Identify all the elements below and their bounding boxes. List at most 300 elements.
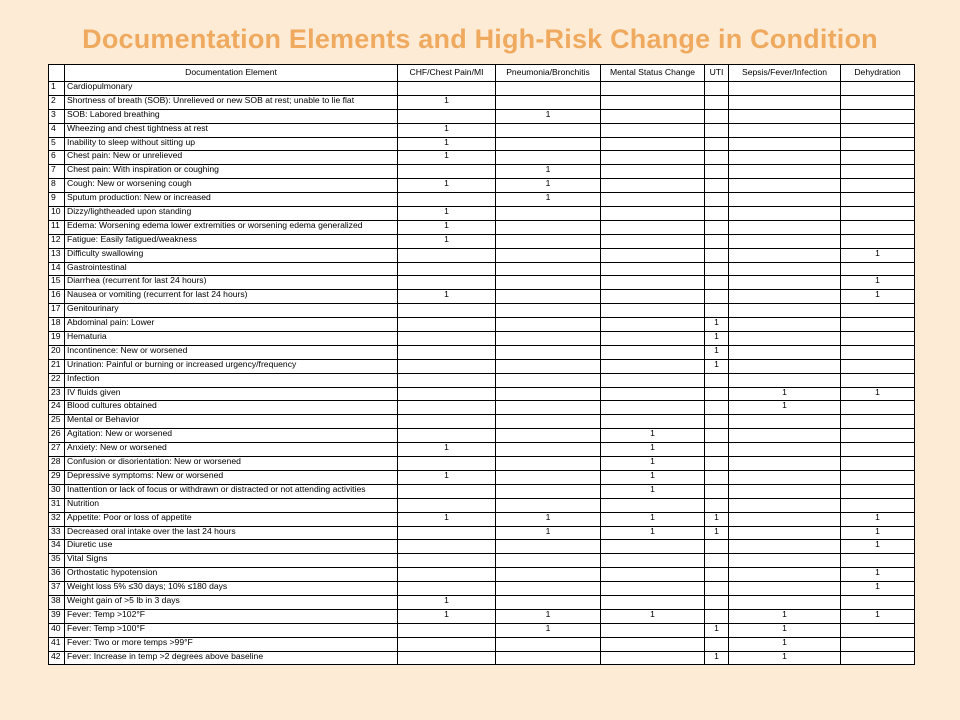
mental-status-value: 1 [601, 484, 705, 498]
mental-status-value [601, 554, 705, 568]
row-number: 4 [49, 123, 65, 137]
pneumonia-value [496, 345, 601, 359]
mental-status-value [601, 248, 705, 262]
dehydration-value [841, 109, 915, 123]
dehydration-value [841, 179, 915, 193]
pneumonia-value [496, 248, 601, 262]
pneumonia-value [496, 540, 601, 554]
pneumonia-value [496, 151, 601, 165]
sepsis-value [729, 220, 841, 234]
uti-value [705, 470, 729, 484]
uti-value [705, 290, 729, 304]
mental-status-value [601, 540, 705, 554]
uti-value [705, 429, 729, 443]
dehydration-value [841, 137, 915, 151]
mental-status-value [601, 595, 705, 609]
uti-value [705, 262, 729, 276]
sepsis-value [729, 276, 841, 290]
dehydration-value: 1 [841, 540, 915, 554]
row-number: 29 [49, 470, 65, 484]
chf-value [398, 345, 496, 359]
row-number: 23 [49, 387, 65, 401]
table-row [49, 443, 915, 457]
row-number: 9 [49, 193, 65, 207]
uti-value [705, 95, 729, 109]
mental-status-value: 1 [601, 512, 705, 526]
table-row [49, 512, 915, 526]
mental-status-value [601, 137, 705, 151]
sepsis-value: 1 [729, 637, 841, 651]
element-label: Cough: New or worsening cough [65, 179, 398, 193]
mental-status-value: 1 [601, 609, 705, 623]
table-row [49, 345, 915, 359]
row-number: 38 [49, 595, 65, 609]
uti-value [705, 401, 729, 415]
chf-value [398, 540, 496, 554]
table-row [49, 373, 915, 387]
sepsis-value: 1 [729, 387, 841, 401]
chf-value [398, 401, 496, 415]
mental-status-value [601, 498, 705, 512]
table-row [49, 609, 915, 623]
element-label: Cardiopulmonary [65, 82, 398, 96]
mental-status-value [601, 207, 705, 221]
table-row [49, 332, 915, 346]
sepsis-value [729, 345, 841, 359]
table-row [49, 248, 915, 262]
mental-status-value [601, 109, 705, 123]
pneumonia-value: 1 [496, 165, 601, 179]
mental-status-value [601, 623, 705, 637]
table-row [49, 470, 915, 484]
row-number: 1 [49, 82, 65, 96]
dehydration-value [841, 207, 915, 221]
uti-value: 1 [705, 332, 729, 346]
chf-value: 1 [398, 123, 496, 137]
chf-value: 1 [398, 470, 496, 484]
element-label: Infection [65, 373, 398, 387]
pneumonia-value [496, 387, 601, 401]
row-number: 18 [49, 318, 65, 332]
chf-value [398, 332, 496, 346]
table-row [49, 401, 915, 415]
row-number: 11 [49, 220, 65, 234]
row-number: 37 [49, 582, 65, 596]
element-label: Blood cultures obtained [65, 401, 398, 415]
sepsis-value [729, 540, 841, 554]
element-label: Fever: Two or more temps >99°F [65, 637, 398, 651]
pneumonia-value [496, 137, 601, 151]
uti-value [705, 82, 729, 96]
table-row [49, 123, 915, 137]
uti-value [705, 540, 729, 554]
uti-value: 1 [705, 359, 729, 373]
element-label: Hematuria [65, 332, 398, 346]
sepsis-value [729, 443, 841, 457]
dehydration-value [841, 234, 915, 248]
mental-status-value: 1 [601, 457, 705, 471]
dehydration-value: 1 [841, 609, 915, 623]
chf-value [398, 359, 496, 373]
mental-status-value [601, 318, 705, 332]
row-number: 5 [49, 137, 65, 151]
element-label: Diarrhea (recurrent for last 24 hours) [65, 276, 398, 290]
table-row [49, 359, 915, 373]
dehydration-value [841, 123, 915, 137]
pneumonia-value: 1 [496, 609, 601, 623]
sepsis-value: 1 [729, 609, 841, 623]
uti-value: 1 [705, 345, 729, 359]
sepsis-value [729, 318, 841, 332]
table-row [49, 540, 915, 554]
row-number: 14 [49, 262, 65, 276]
mental-status-value: 1 [601, 443, 705, 457]
table-row [49, 623, 915, 637]
element-label: IV fluids given [65, 387, 398, 401]
element-label: Agitation: New or worsened [65, 429, 398, 443]
uti-value [705, 165, 729, 179]
uti-value [705, 415, 729, 429]
pneumonia-value [496, 290, 601, 304]
pneumonia-value [496, 276, 601, 290]
dehydration-value [841, 345, 915, 359]
row-number: 2 [49, 95, 65, 109]
chf-value [398, 82, 496, 96]
pneumonia-value [496, 651, 601, 665]
dehydration-value [841, 332, 915, 346]
dehydration-value [841, 220, 915, 234]
chf-value [398, 582, 496, 596]
pneumonia-value: 1 [496, 512, 601, 526]
chf-value [398, 651, 496, 665]
row-number: 33 [49, 526, 65, 540]
row-number: 7 [49, 165, 65, 179]
page-title: Documentation Elements and High-Risk Change in Condition [82, 24, 878, 54]
sepsis-value [729, 554, 841, 568]
pneumonia-value [496, 304, 601, 318]
dehydration-value [841, 262, 915, 276]
element-label: Edema: Worsening edema lower extremities or worsening edema generalized [65, 220, 398, 234]
row-number: 25 [49, 415, 65, 429]
mental-status-value [601, 290, 705, 304]
pneumonia-value [496, 207, 601, 221]
element-label: Genitourinary [65, 304, 398, 318]
dehydration-value [841, 304, 915, 318]
row-number: 39 [49, 609, 65, 623]
row-number: 28 [49, 457, 65, 471]
sepsis-value [729, 290, 841, 304]
row-number: 36 [49, 568, 65, 582]
table-row [49, 109, 915, 123]
pneumonia-value: 1 [496, 179, 601, 193]
table-row [49, 526, 915, 540]
uti-value [705, 637, 729, 651]
dehydration-value [841, 595, 915, 609]
element-label: Depressive symptoms: New or worsened [65, 470, 398, 484]
sepsis-value [729, 359, 841, 373]
header-documentation-element: Documentation Element [65, 65, 398, 82]
sepsis-value [729, 95, 841, 109]
sepsis-value [729, 248, 841, 262]
dehydration-value [841, 554, 915, 568]
element-label: Weight loss 5% ≤30 days; 10% ≤180 days [65, 582, 398, 596]
sepsis-value [729, 457, 841, 471]
chf-value [398, 498, 496, 512]
row-number: 22 [49, 373, 65, 387]
row-number: 10 [49, 207, 65, 221]
table-row [49, 179, 915, 193]
mental-status-value: 1 [601, 429, 705, 443]
element-label: Orthostatic hypotension [65, 568, 398, 582]
pneumonia-value [496, 443, 601, 457]
sepsis-value [729, 429, 841, 443]
element-label: Gastrointestinal [65, 262, 398, 276]
mental-status-value: 1 [601, 470, 705, 484]
sepsis-value [729, 526, 841, 540]
uti-value [705, 484, 729, 498]
chf-value [398, 637, 496, 651]
chf-value [398, 387, 496, 401]
chf-value [398, 623, 496, 637]
sepsis-value [729, 234, 841, 248]
header-dehydration: Dehydration [841, 65, 915, 82]
element-label: Weight gain of >5 lb in 3 days [65, 595, 398, 609]
uti-value [705, 137, 729, 151]
mental-status-value [601, 304, 705, 318]
pneumonia-value: 1 [496, 623, 601, 637]
uti-value: 1 [705, 512, 729, 526]
element-label: Fever: Temp >100°F [65, 623, 398, 637]
header-pneumonia: Pneumonia/Bronchitis [496, 65, 601, 82]
chf-value: 1 [398, 95, 496, 109]
row-number: 19 [49, 332, 65, 346]
pneumonia-value: 1 [496, 109, 601, 123]
mental-status-value [601, 373, 705, 387]
header-mental-status: Mental Status Change [601, 65, 705, 82]
uti-value: 1 [705, 526, 729, 540]
element-label: Diuretic use [65, 540, 398, 554]
table-row [49, 457, 915, 471]
mental-status-value [601, 582, 705, 596]
dehydration-value: 1 [841, 582, 915, 596]
sepsis-value [729, 568, 841, 582]
element-label: Anxiety: New or worsened [65, 443, 398, 457]
dehydration-value: 1 [841, 387, 915, 401]
element-label: Abdominal pain: Lower [65, 318, 398, 332]
chf-value [398, 318, 496, 332]
chf-value [398, 526, 496, 540]
dehydration-value [841, 318, 915, 332]
table-row [49, 207, 915, 221]
element-label: Fever: Temp >102°F [65, 609, 398, 623]
dehydration-value [841, 484, 915, 498]
element-label: Shortness of breath (SOB): Unrelieved or new SOB at rest; unable to lie flat [65, 95, 398, 109]
table-row [49, 568, 915, 582]
header-chf: CHF/Chest Pain/MI [398, 65, 496, 82]
element-label: Vital Signs [65, 554, 398, 568]
row-number: 15 [49, 276, 65, 290]
pneumonia-value [496, 484, 601, 498]
uti-value: 1 [705, 318, 729, 332]
mental-status-value [601, 151, 705, 165]
chf-value: 1 [398, 179, 496, 193]
sepsis-value [729, 595, 841, 609]
mental-status-value [601, 234, 705, 248]
element-label: Decreased oral intake over the last 24 hours [65, 526, 398, 540]
sepsis-value [729, 193, 841, 207]
uti-value [705, 248, 729, 262]
dehydration-value: 1 [841, 276, 915, 290]
chf-value [398, 276, 496, 290]
element-label: Fatigue: Easily fatigued/weakness [65, 234, 398, 248]
table-row [49, 484, 915, 498]
row-number: 41 [49, 637, 65, 651]
pneumonia-value [496, 82, 601, 96]
mental-status-value [601, 332, 705, 346]
chf-value: 1 [398, 512, 496, 526]
mental-status-value [601, 95, 705, 109]
element-label: Inattention or lack of focus or withdrawn or distracted or not attending activities [65, 484, 398, 498]
pneumonia-value [496, 401, 601, 415]
header-uti: UTI [705, 65, 729, 82]
row-number: 6 [49, 151, 65, 165]
pneumonia-value [496, 637, 601, 651]
row-number: 20 [49, 345, 65, 359]
pneumonia-value [496, 373, 601, 387]
mental-status-value [601, 401, 705, 415]
pneumonia-value [496, 262, 601, 276]
chf-value: 1 [398, 443, 496, 457]
chf-value [398, 484, 496, 498]
element-label: Sputum production: New or increased [65, 193, 398, 207]
row-number: 16 [49, 290, 65, 304]
chf-value [398, 429, 496, 443]
dehydration-value [841, 637, 915, 651]
sepsis-value [729, 137, 841, 151]
uti-value [705, 443, 729, 457]
uti-value [705, 568, 729, 582]
dehydration-value: 1 [841, 512, 915, 526]
header-sepsis: Sepsis/Fever/Infection [729, 65, 841, 82]
pneumonia-value [496, 318, 601, 332]
sepsis-value [729, 582, 841, 596]
sepsis-value [729, 123, 841, 137]
pneumonia-value [496, 220, 601, 234]
uti-value [705, 151, 729, 165]
chf-value: 1 [398, 595, 496, 609]
row-number: 24 [49, 401, 65, 415]
dehydration-value [841, 401, 915, 415]
chf-value: 1 [398, 290, 496, 304]
element-label: Mental or Behavior [65, 415, 398, 429]
uti-value: 1 [705, 651, 729, 665]
mental-status-value [601, 193, 705, 207]
element-label: SOB: Labored breathing [65, 109, 398, 123]
mental-status-value [601, 387, 705, 401]
chf-value [398, 373, 496, 387]
table-row [49, 165, 915, 179]
sepsis-value: 1 [729, 623, 841, 637]
mental-status-value [601, 415, 705, 429]
table-row [49, 276, 915, 290]
documentation-table [48, 64, 915, 665]
uti-value [705, 582, 729, 596]
dehydration-value [841, 651, 915, 665]
uti-value [705, 457, 729, 471]
uti-value [705, 234, 729, 248]
pneumonia-value: 1 [496, 526, 601, 540]
pneumonia-value [496, 568, 601, 582]
sepsis-value [729, 207, 841, 221]
mental-status-value [601, 220, 705, 234]
pneumonia-value [496, 234, 601, 248]
row-number: 30 [49, 484, 65, 498]
pneumonia-value [496, 457, 601, 471]
sepsis-value [729, 373, 841, 387]
dehydration-value: 1 [841, 248, 915, 262]
uti-value [705, 498, 729, 512]
sepsis-value [729, 415, 841, 429]
table-row [49, 304, 915, 318]
table-row [49, 498, 915, 512]
sepsis-value [729, 304, 841, 318]
dehydration-value [841, 457, 915, 471]
row-number: 40 [49, 623, 65, 637]
chf-value: 1 [398, 137, 496, 151]
mental-status-value [601, 637, 705, 651]
pneumonia-value: 1 [496, 193, 601, 207]
row-number: 13 [49, 248, 65, 262]
table-row [49, 554, 915, 568]
sepsis-value [729, 484, 841, 498]
table-row [49, 151, 915, 165]
chf-value: 1 [398, 609, 496, 623]
dehydration-value [841, 498, 915, 512]
pneumonia-value [496, 470, 601, 484]
element-label: Appetite: Poor or loss of appetite [65, 512, 398, 526]
uti-value [705, 304, 729, 318]
uti-value [705, 207, 729, 221]
mental-status-value [601, 568, 705, 582]
dehydration-value [841, 443, 915, 457]
pneumonia-value [496, 429, 601, 443]
row-number: 27 [49, 443, 65, 457]
table-row [49, 234, 915, 248]
table-row [49, 193, 915, 207]
sepsis-value [729, 262, 841, 276]
table-row [49, 582, 915, 596]
mental-status-value: 1 [601, 526, 705, 540]
header-number [49, 65, 65, 82]
pneumonia-value [496, 554, 601, 568]
dehydration-value [841, 165, 915, 179]
uti-value: 1 [705, 623, 729, 637]
uti-value [705, 609, 729, 623]
sepsis-value [729, 179, 841, 193]
sepsis-value: 1 [729, 651, 841, 665]
dehydration-value: 1 [841, 290, 915, 304]
mental-status-value [601, 359, 705, 373]
mental-status-value [601, 82, 705, 96]
chf-value [398, 262, 496, 276]
uti-value [705, 109, 729, 123]
table-row [49, 290, 915, 304]
uti-value [705, 373, 729, 387]
dehydration-value [841, 359, 915, 373]
sepsis-value [729, 82, 841, 96]
pneumonia-value [496, 332, 601, 346]
chf-value: 1 [398, 151, 496, 165]
